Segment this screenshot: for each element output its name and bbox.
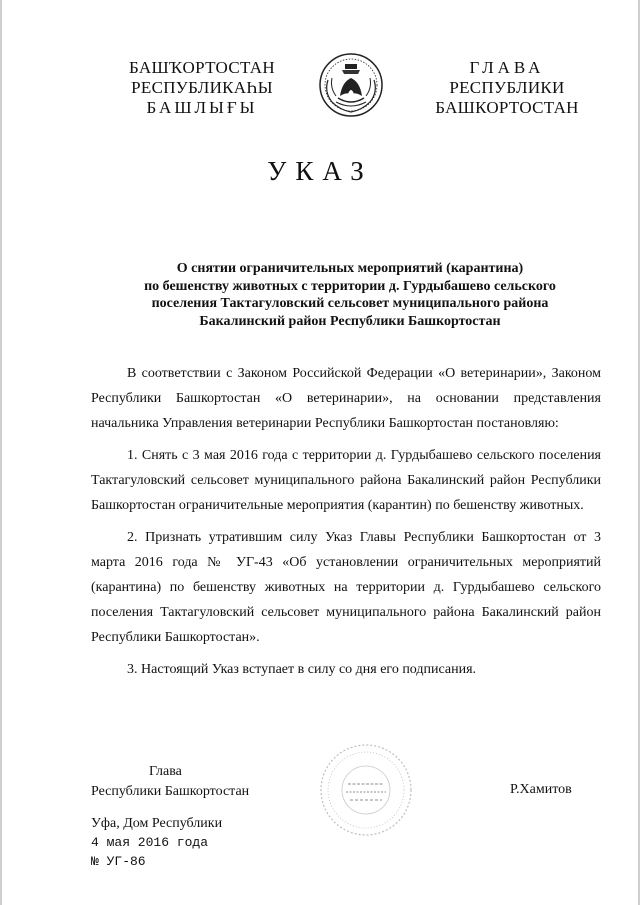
header-right-block [412,58,602,118]
preamble-paragraph: В соответствии с Законом Российской Федерации «О ветеринарии», Законом Республики Башкортостан «О ветеринарии», на основании представления начальника Управления ветеринарии Республики Башкортостан постановляю: [91,366,601,431]
decree-body [91,361,601,682]
issue-date: 4 мая 2016 года [91,835,209,850]
document-title: УКАЗ [267,156,373,186]
item-1-paragraph: 1. Снять с 3 мая 2016 года с территории д. Гурдыбашево сельского поселения Тактагуловский сельсовет муниципального района Бакалинский район Республики Башкортостан ограничительные мероприятия (карантин) по бешенству животных. [91,448,601,513]
signatory-name: Р.Хамитов [510,782,572,797]
header-left-line: РЕСПУБЛИКАҺЫ [131,78,273,97]
subject-line: О снятии ограничительных мероприятий (карантина) [176,261,524,276]
signature-position-line-2: Республики Башкортостан [91,784,250,799]
item-3-paragraph: 3. Настоящий Указ вступает в силу со дня его подписания. [127,662,477,677]
signature-position-line-1: Глава [149,764,182,779]
header-right-line: ГЛАВА [469,58,545,77]
round-seal-stamp-icon [318,742,414,838]
subject-line: поселения Тактагуловский сельсовет муниципального района [151,296,549,311]
subject-line: Бакалинский район Республики Башкортостан [199,313,501,329]
header-left-line: БАШҠОРТОСТАН [129,58,275,77]
header-right-line: РЕСПУБЛИКИ [449,78,565,97]
header-left-line: БАШЛЫҒЫ [146,98,258,117]
signature-position [91,762,249,802]
coat-of-arms-icon [318,52,384,118]
issue-details [91,814,222,871]
item-2-paragraph: 2. Признать утратившим силу Указ Главы Республики Башкортостан от 3 марта 2016 года № УГ-43 «Об установлении ограничительных мероприятий (карантина) по бешенству животных на территории д. Гурдыбашево сельского поселения Тактагуловский сельсовет муниципального района Бакалинский район Республики Башкортостан». [91,530,601,645]
issue-place: Уфа, Дом Республики [91,816,223,831]
page-left-edge [0,0,2,905]
header-left-block [107,58,297,118]
header-right-line: БАШКОРТОСТАН [435,98,579,117]
decree-subject [90,260,610,330]
decree-number: № УГ-86 [91,854,146,869]
subject-line: по бешенству животных с территории д. Гурдыбашево сельского [144,278,556,294]
